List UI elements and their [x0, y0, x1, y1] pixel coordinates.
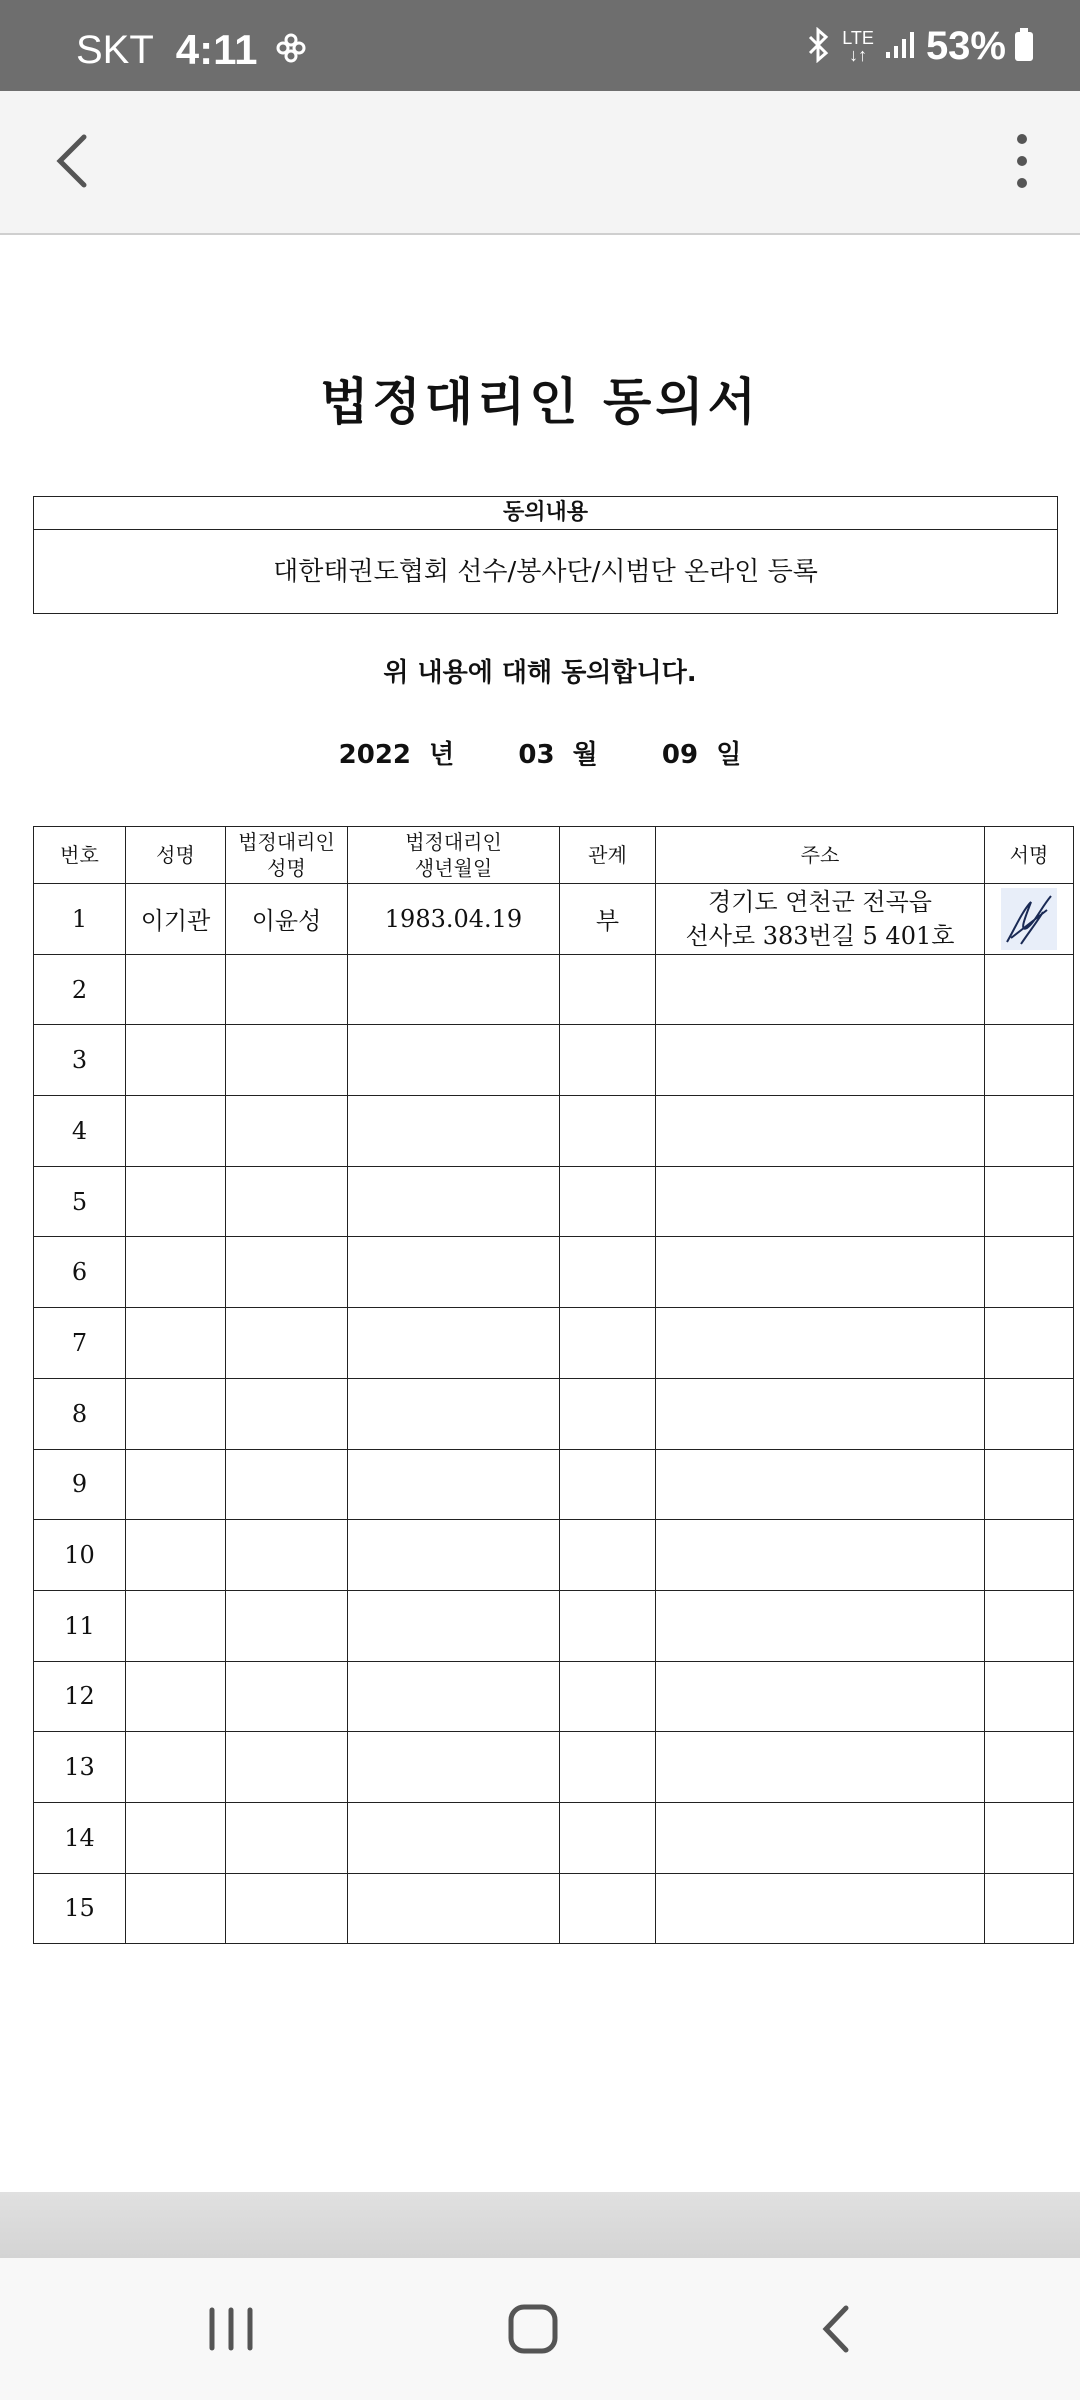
table-row [34, 1802, 1074, 1873]
date-year: 2022 [338, 740, 412, 770]
table-row [34, 1308, 1074, 1379]
consent-header: 동의내용 [34, 497, 1057, 530]
row-guardian-birth: 1983.04.19 [348, 884, 560, 955]
header-guardian-name-line2: 성명 [267, 856, 306, 880]
back-arrow-icon [52, 176, 92, 195]
header-guardian-name-line1: 법정대리인 [238, 830, 335, 854]
document-title: 법정대리인 동의서 [320, 372, 760, 431]
row-address-line1: 경기도 연천군 전곡읍 [708, 887, 932, 916]
table-row [34, 1166, 1074, 1237]
consent-box [33, 496, 1058, 614]
guardian-table [33, 826, 1074, 1944]
date-month: 03 [518, 740, 555, 770]
table-row [34, 1873, 1074, 1944]
consent-body: 대한태권도협회 선수/봉사단/시범단 온라인 등록 [273, 557, 818, 587]
row-no: 8 [34, 1378, 126, 1449]
table-row [34, 884, 1074, 955]
row-address-line2: 선사로 383번길 5 401호 [685, 921, 955, 950]
system-back-button[interactable] [792, 2294, 882, 2364]
status-bar [0, 0, 1080, 91]
header-guardian-birth-line2: 생년월일 [414, 856, 493, 880]
table-row [34, 1520, 1074, 1591]
row-name: 이기관 [126, 884, 226, 955]
home-icon [488, 2349, 578, 2368]
agreement-statement: 위 내용에 대해 동의합니다. [383, 658, 697, 688]
header-address: 주소 [656, 827, 985, 884]
table-header-row [34, 827, 1074, 884]
row-no: 9 [34, 1449, 126, 1520]
table-row [34, 1732, 1074, 1803]
signing-date [0, 734, 1080, 771]
header-guardian-birth [348, 827, 560, 884]
row-no: 5 [34, 1166, 126, 1237]
row-no: 10 [34, 1520, 126, 1591]
row-no: 1 [34, 884, 126, 955]
row-no: 2 [34, 954, 126, 1025]
header-guardian-name [226, 827, 348, 884]
bluetooth-icon [804, 27, 832, 67]
row-no: 6 [34, 1237, 126, 1308]
row-no: 13 [34, 1732, 126, 1803]
more-options-button[interactable] [992, 131, 1052, 201]
row-no: 14 [34, 1802, 126, 1873]
signature-image [1001, 888, 1057, 950]
header-name: 성명 [126, 827, 226, 884]
header-no: 번호 [34, 827, 126, 884]
clock: 4:11 [175, 26, 258, 73]
more-vert-icon [992, 176, 1052, 195]
table-row [34, 1661, 1074, 1732]
network-type: LTE [842, 27, 874, 48]
battery-percent: 53% [925, 24, 1006, 68]
row-relation: 부 [560, 884, 656, 955]
status-right [804, 24, 1034, 69]
app-bar [0, 91, 1080, 235]
row-no: 15 [34, 1873, 126, 1944]
system-nav-bar [0, 2258, 1080, 2400]
table-row [34, 1025, 1074, 1096]
back-icon [792, 2349, 882, 2368]
battery-icon [1014, 28, 1034, 66]
carrier-label: SKT [76, 27, 154, 72]
row-no: 4 [34, 1096, 126, 1167]
row-signature [985, 884, 1074, 955]
date-year-label: 년 [429, 740, 455, 770]
table-row [34, 1378, 1074, 1449]
table-row [34, 1590, 1074, 1661]
home-button[interactable] [488, 2294, 578, 2364]
flower-icon [274, 31, 308, 69]
header-guardian-birth-line1: 법정대리인 [405, 830, 502, 854]
row-no: 3 [34, 1025, 126, 1096]
status-left [76, 26, 308, 74]
table-row [34, 954, 1074, 1025]
row-no: 7 [34, 1308, 126, 1379]
signal-icon [884, 30, 914, 64]
recent-apps-button[interactable] [186, 2294, 276, 2364]
date-day-label: 일 [716, 740, 742, 770]
table-row [34, 1096, 1074, 1167]
recent-apps-icon [186, 2349, 276, 2368]
document-bottom-edge [0, 2192, 1080, 2258]
table-row [34, 1449, 1074, 1520]
date-month-label: 월 [572, 740, 598, 770]
lte-icon [842, 27, 874, 65]
back-button[interactable] [52, 131, 112, 201]
header-relation: 관계 [560, 827, 656, 884]
row-no: 12 [34, 1661, 126, 1732]
row-address [656, 884, 985, 955]
data-arrows: ↓↑ [849, 44, 868, 65]
date-day: 09 [661, 740, 699, 770]
row-guardian-name: 이윤성 [226, 884, 348, 955]
row-no: 11 [34, 1590, 126, 1661]
header-signature: 서명 [985, 827, 1074, 884]
table-row [34, 1237, 1074, 1308]
